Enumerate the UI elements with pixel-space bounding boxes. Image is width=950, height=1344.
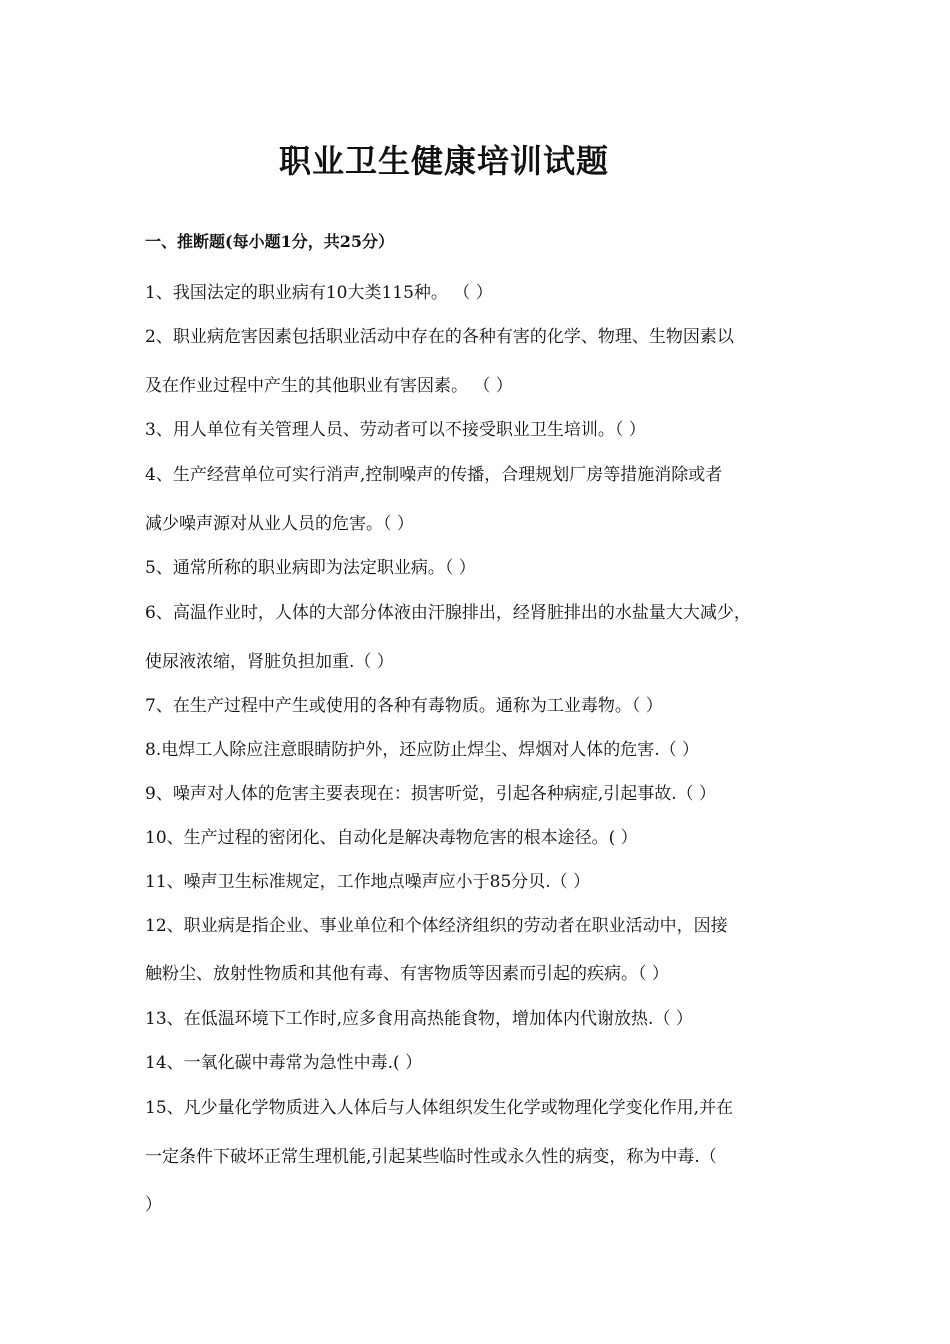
question-line: 一定条件下破坏正常生理机能,引起某些临时性或永久性的病变，称为中毒.（ — [145, 1147, 717, 1167]
question-line: 14、一氧化碳中毒常为急性中毒.( ） — [145, 1053, 423, 1073]
question-line: 12、职业病是指企业、事业单位和个体经济组织的劳动者在职业活动中，因接 — [145, 916, 728, 936]
question-line: ） — [145, 1195, 162, 1215]
question-line: 3、用人单位有关管理人员、劳动者可以不接受职业卫生培训。（ ） — [145, 420, 646, 440]
question-line: 1、我国法定的职业病有10大类115种。 （ ） — [145, 283, 493, 303]
question-line: 触粉尘、放射性物质和其他有毒、有害物质等因素而引起的疾病。（ ） — [145, 964, 669, 984]
question-line: 及在作业过程中产生的其他职业有害因素。 （ ） — [145, 376, 513, 396]
question-line: 15、凡少量化学物质进入人体后与人体组织发生化学或物理化学变化作用,并在 — [145, 1098, 734, 1118]
question-line: 9、噪声对人体的危害主要表现在：损害听觉，引起各种病症,引起事故.（ ） — [145, 784, 717, 804]
page-title: 职业卫生健康培训试题 — [278, 142, 609, 180]
question-line: 4、生产经营单位可实行消声,控制噪声的传播，合理规划厂房等措施消除或者 — [145, 465, 723, 485]
question-line: 5、通常所称的职业病即为法定职业病。（ ） — [145, 558, 476, 578]
question-line: 11、噪声卫生标准规定，工作地点噪声应小于85分贝.（ ） — [145, 872, 591, 892]
question-line: 10、生产过程的密闭化、自动化是解决毒物危害的根本途径。( ） — [145, 828, 638, 848]
question-line: 13、在低温环境下工作时,应多食用高热能食物，增加体内代谢放热.（ ） — [145, 1009, 693, 1029]
question-line: 使尿液浓缩，肾脏负担加重.（ ） — [145, 652, 394, 672]
question-line: 减少噪声源对从业人员的危害。（ ） — [145, 514, 414, 534]
question-line: 7、在生产过程中产生或使用的各种有毒物质。通称为工业毒物。（ ） — [145, 696, 663, 716]
question-line: 2、职业病危害因素包括职业活动中存在的各种有害的化学、物理、生物因素以 — [145, 327, 734, 347]
question-line: 6、高温作业时，人体的大部分体液由汗腺排出，经肾脏排出的水盐量大大减少， — [145, 603, 751, 623]
section-heading: 一、推断题(每小题1分，共25分） — [145, 232, 394, 251]
question-line: 8.电焊工人除应注意眼睛防护外，还应防止焊尘、焊烟对人体的危害.（ ） — [145, 740, 700, 760]
